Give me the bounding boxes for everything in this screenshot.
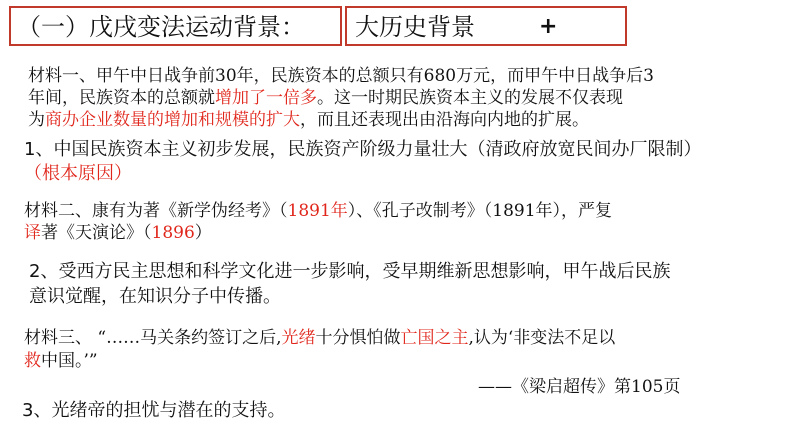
context-label: 大历史背景 <box>355 13 475 41</box>
material1-line2: 年间，民族资本的总额就增加了一倍多。这一时期民族资本主义的发展不仅表现 <box>28 88 623 108</box>
material2-line1: 材料二、康有为著《新学伪经考》（1891年）、《孔子改制考》（1891年），严复 <box>24 201 613 221</box>
material3-source: ——《梁启超传》第105页 <box>478 377 681 397</box>
material3-line1: 材料三、 “……马关条约签订之后,光绪十分惧怕做亡国之主,认为‘非变法不足以 <box>24 328 616 348</box>
highlight-1891: 1891年 <box>287 201 348 221</box>
highlight-doubled: 增加了一倍多 <box>215 88 317 108</box>
context-box <box>345 6 627 46</box>
highlight-lost-country: 亡国之主 <box>400 328 469 348</box>
section-title-box <box>9 6 342 46</box>
highlight-save: 救 <box>24 351 41 371</box>
point1-line1: 1、中国民族资本主义初步发展，民族资产阶级力量壮大（清政府放宽民间办厂限制） <box>24 139 702 160</box>
material3-line2: 救中国。’” <box>24 351 98 371</box>
section-title: （一）戊戌变法运动背景： <box>17 13 305 41</box>
point1-root-cause: （根本原因） <box>24 163 132 184</box>
highlight-translate: 译 <box>24 223 41 243</box>
material2-line2: 译著《天演论》（1896） <box>24 223 212 243</box>
material1-line1: 材料一、甲午中日战争前30年，民族资本的总额只有680万元，而甲午中日战争后3 <box>28 66 654 86</box>
point2-line2: 意识觉醒，在知识分子中传播。 <box>29 286 281 307</box>
highlight-guangxu: 光绪 <box>281 328 316 348</box>
highlight-enterprise-growth: 商办企业数量的增加和规模的扩大 <box>45 110 300 130</box>
highlight-1896: 1896 <box>151 223 195 243</box>
material1-line3: 为商办企业数量的增加和规模的扩大，而且还表现出由沿海向内地的扩展。 <box>28 110 589 130</box>
point3-line1: 3、光绪帝的担忧与潜在的支持。 <box>22 400 286 421</box>
point2-line1: 2、受西方民主思想和科学文化进一步影响，受早期维新思想影响，甲午战后民族 <box>29 261 671 282</box>
plus-icon[interactable]: + <box>539 14 558 39</box>
